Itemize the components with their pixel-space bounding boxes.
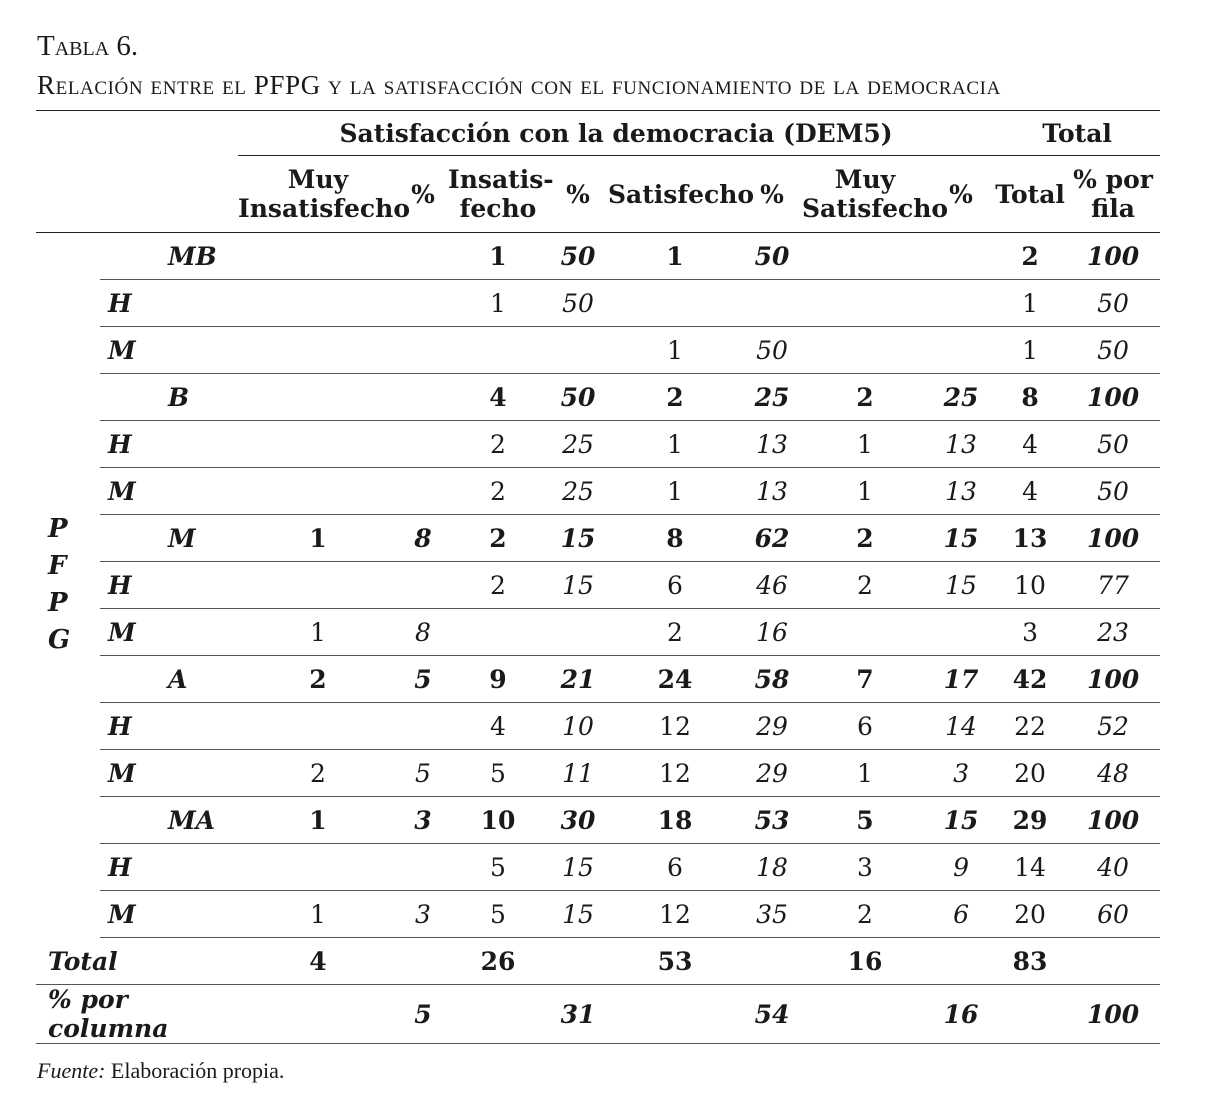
count-cell: 4 [994,421,1066,468]
row-group-label: B [160,374,238,421]
count-cell: 3 [802,844,928,891]
footer-label: % por columna [36,985,238,1044]
footer-pct-cell [742,938,802,985]
pct-cell: 35 [742,891,802,938]
table-row [36,515,1160,562]
table-body [36,233,1160,1044]
col-header-text: Insatisfecho [238,194,410,223]
row-sub-label: H [100,703,160,750]
pct-cell: 30 [548,797,608,844]
pct-cell: 50 [1066,327,1160,374]
pct-cell: 13 [928,468,994,515]
row-label-spacer [160,327,238,374]
count-cell [802,327,928,374]
count-cell: 1 [802,468,928,515]
col-header-muy-insatisfecho [238,156,410,233]
header-group-dem5: Satisfacción con la democracia (DEM5) [238,111,994,156]
pct-cell: 14 [928,703,994,750]
pct-cell: 15 [928,562,994,609]
pct-cell: 25 [548,421,608,468]
footer-pct-cell [398,938,448,985]
table-row [36,233,1160,280]
count-cell: 2 [802,515,928,562]
count-cell [448,609,548,656]
footer-pct-cell [928,938,994,985]
count-cell: 12 [608,750,742,797]
header-spacer-2 [36,156,238,233]
pct-cell: 15 [548,562,608,609]
col-header-total: Total [994,156,1066,233]
count-cell: 10 [994,562,1066,609]
pct-cell: 58 [742,656,802,703]
count-cell: 5 [448,750,548,797]
count-cell: 4 [448,703,548,750]
source-text: Elaboración propia. [105,1058,285,1083]
count-cell: 2 [448,468,548,515]
row-label-spacer [160,468,238,515]
pct-cell: 60 [1066,891,1160,938]
count-cell [238,233,398,280]
count-cell [238,562,398,609]
count-cell: 1 [802,421,928,468]
pct-cell: 77 [1066,562,1160,609]
count-cell: 10 [448,797,548,844]
count-cell: 4 [448,374,548,421]
header-spacer [36,111,238,156]
count-cell: 20 [994,891,1066,938]
count-cell [802,233,928,280]
count-cell: 6 [608,562,742,609]
count-cell: 3 [994,609,1066,656]
footer-pct-cell: 5 [398,985,448,1044]
pct-cell: 3 [398,797,448,844]
pct-cell: 18 [742,844,802,891]
count-cell: 1 [238,797,398,844]
pct-cell: 50 [1066,280,1160,327]
row-group-label: A [160,656,238,703]
row-sub-label: M [100,609,160,656]
pct-cell: 16 [742,609,802,656]
pct-cell: 5 [398,750,448,797]
pct-cell: 10 [548,703,608,750]
count-cell: 1 [238,891,398,938]
row-label-spacer [100,233,160,280]
pct-cell: 100 [1066,797,1160,844]
count-cell: 2 [608,374,742,421]
count-cell: 5 [802,797,928,844]
pct-cell: 25 [742,374,802,421]
count-cell: 1 [608,421,742,468]
count-cell: 18 [608,797,742,844]
count-cell: 29 [994,797,1066,844]
footer-row [36,985,1160,1044]
count-cell: 1 [238,609,398,656]
pct-cell: 21 [548,656,608,703]
pct-cell: 5 [398,656,448,703]
count-cell: 1 [608,327,742,374]
pct-cell: 100 [1066,233,1160,280]
footer-pct-cell: 31 [548,985,608,1044]
footer-count-cell: 83 [994,938,1066,985]
pct-cell: 29 [742,703,802,750]
table-title: Relación entre el PFPG y la satisfacción con el funcionamiento de la democracia [37,70,1001,100]
col-header-text: Muy [287,165,349,194]
pct-cell: 13 [742,468,802,515]
count-cell: 8 [994,374,1066,421]
pct-cell [548,327,608,374]
footer-count-cell [608,985,742,1044]
count-cell: 7 [802,656,928,703]
count-cell: 13 [994,515,1066,562]
count-cell [238,468,398,515]
count-cell [238,374,398,421]
pct-cell [548,609,608,656]
count-cell: 24 [608,656,742,703]
row-label-spacer [160,421,238,468]
table-row [36,750,1160,797]
col-header-pct: % [928,156,994,233]
pct-cell: 13 [928,421,994,468]
col-header-insatisfecho [448,156,554,233]
count-cell: 2 [608,609,742,656]
count-cell [238,280,398,327]
footer-count-cell [802,985,928,1044]
pct-cell: 8 [398,609,448,656]
pfpg-letter: F [48,551,67,582]
row-label-spacer [160,844,238,891]
pct-cell: 25 [548,468,608,515]
footer-count-cell [238,985,398,1044]
row-sub-label: H [100,421,160,468]
data-table [36,110,1160,1044]
pct-cell [398,280,448,327]
row-label-spacer [100,797,160,844]
pct-cell [928,280,994,327]
pct-cell [928,233,994,280]
footer-label: Total [36,938,238,985]
row-sub-label: M [100,468,160,515]
footer-row [36,938,1160,985]
pct-cell [928,327,994,374]
pct-cell: 3 [928,750,994,797]
pct-cell: 62 [742,515,802,562]
source-note [37,1058,284,1084]
row-label-spacer [160,280,238,327]
pct-cell [928,609,994,656]
row-sub-label: M [100,750,160,797]
pct-cell: 100 [1066,656,1160,703]
row-label-spacer [160,562,238,609]
row-label-spacer [160,609,238,656]
footer-pct-cell [548,938,608,985]
count-cell: 42 [994,656,1066,703]
pct-cell [398,562,448,609]
pct-cell [742,280,802,327]
row-label-spacer [160,750,238,797]
pct-cell: 50 [548,233,608,280]
count-cell: 20 [994,750,1066,797]
col-header-satisfecho: Satisfecho [608,156,742,233]
table-row [36,327,1160,374]
row-group-label: MA [160,797,238,844]
row-label-spacer [100,656,160,703]
col-header-pct-por-fila [1066,156,1160,233]
pfpg-side-label [36,233,100,938]
pct-cell: 50 [1066,421,1160,468]
pct-cell: 3 [398,891,448,938]
count-cell: 1 [448,280,548,327]
count-cell: 6 [608,844,742,891]
col-header-text: fila [1091,194,1135,223]
source-prefix: Fuente: [37,1058,106,1083]
count-cell: 1 [994,280,1066,327]
row-label-spacer [100,374,160,421]
pct-cell: 15 [548,515,608,562]
count-cell: 4 [994,468,1066,515]
row-group-label: M [160,515,238,562]
count-cell: 6 [802,703,928,750]
table-row [36,280,1160,327]
col-header-pct: % [548,156,608,233]
row-sub-label: M [100,327,160,374]
count-cell: 12 [608,703,742,750]
pct-cell: 23 [1066,609,1160,656]
pct-cell [398,233,448,280]
count-cell: 2 [802,374,928,421]
col-header-text: % por [1073,165,1153,194]
pct-cell: 52 [1066,703,1160,750]
count-cell [448,327,548,374]
count-cell [802,609,928,656]
table-row [36,891,1160,938]
pct-cell: 48 [1066,750,1160,797]
pct-cell: 100 [1066,515,1160,562]
row-group-label: MB [160,233,238,280]
count-cell [238,327,398,374]
col-header-pct: % [742,156,802,233]
row-label-spacer [160,703,238,750]
row-label-spacer [100,515,160,562]
footer-pct-cell: 54 [742,985,802,1044]
count-cell: 2 [994,233,1066,280]
col-header-text: Muy [834,165,896,194]
pct-cell: 50 [742,327,802,374]
count-cell: 9 [448,656,548,703]
footer-pct-cell: 16 [928,985,994,1044]
pct-cell [398,421,448,468]
header-group-total: Total [994,111,1160,156]
count-cell: 1 [994,327,1066,374]
footer-count-cell: 26 [448,938,548,985]
col-header-text: fecho [459,194,537,223]
pct-cell: 25 [928,374,994,421]
table-label: Tabla 6. [37,30,139,62]
pct-cell: 50 [1066,468,1160,515]
count-cell: 2 [802,562,928,609]
pct-cell: 15 [928,797,994,844]
count-cell: 1 [802,750,928,797]
count-cell: 1 [608,233,742,280]
footer-count-cell: 53 [608,938,742,985]
count-cell: 2 [802,891,928,938]
count-cell [802,280,928,327]
count-cell: 12 [608,891,742,938]
table-row [36,468,1160,515]
pct-cell: 53 [742,797,802,844]
count-cell: 5 [448,844,548,891]
count-cell: 2 [238,656,398,703]
col-header-text: Insatis- [448,165,554,194]
pct-cell: 46 [742,562,802,609]
table-row [36,562,1160,609]
count-cell: 2 [448,421,548,468]
count-cell [238,421,398,468]
pct-cell: 11 [548,750,608,797]
row-sub-label: M [100,891,160,938]
pct-cell: 15 [928,515,994,562]
count-cell: 2 [448,562,548,609]
footer-count-cell: 4 [238,938,398,985]
count-cell: 1 [238,515,398,562]
table-row [36,703,1160,750]
pct-cell: 100 [1066,374,1160,421]
pct-cell: 13 [742,421,802,468]
footer-pct-cell: 100 [1066,985,1160,1044]
col-header-pct: % [398,156,448,233]
pct-cell [398,374,448,421]
pct-cell: 15 [548,844,608,891]
row-sub-label: H [100,844,160,891]
pct-cell: 15 [548,891,608,938]
pct-cell: 9 [928,844,994,891]
footer-count-cell: 16 [802,938,928,985]
count-cell [238,703,398,750]
count-cell: 2 [448,515,548,562]
table-row [36,609,1160,656]
pct-cell: 40 [1066,844,1160,891]
pct-cell: 8 [398,515,448,562]
count-cell [238,844,398,891]
footer-pct-cell [1066,938,1160,985]
pct-cell: 50 [548,374,608,421]
count-cell: 1 [448,233,548,280]
pct-cell [398,468,448,515]
table-row [36,374,1160,421]
count-cell: 1 [608,468,742,515]
pfpg-letter: P [48,588,68,619]
pfpg-letter: G [48,625,71,656]
table-row [36,844,1160,891]
pct-cell: 50 [742,233,802,280]
pct-cell: 29 [742,750,802,797]
pct-cell: 17 [928,656,994,703]
pct-cell [398,844,448,891]
table-row [36,797,1160,844]
row-sub-label: H [100,562,160,609]
count-cell: 14 [994,844,1066,891]
pfpg-letter: P [48,514,68,545]
pct-cell: 50 [548,280,608,327]
table-row [36,656,1160,703]
pct-cell [398,327,448,374]
pct-cell: 6 [928,891,994,938]
pct-cell [398,703,448,750]
footer-count-cell [448,985,548,1044]
count-cell: 22 [994,703,1066,750]
table-row [36,421,1160,468]
row-sub-label: H [100,280,160,327]
count-cell: 8 [608,515,742,562]
col-header-muy-satisfecho [802,156,949,233]
count-cell: 5 [448,891,548,938]
count-cell: 2 [238,750,398,797]
row-label-spacer [160,891,238,938]
col-header-text: Satisfecho [802,194,949,223]
footer-count-cell [994,985,1066,1044]
count-cell [608,280,742,327]
